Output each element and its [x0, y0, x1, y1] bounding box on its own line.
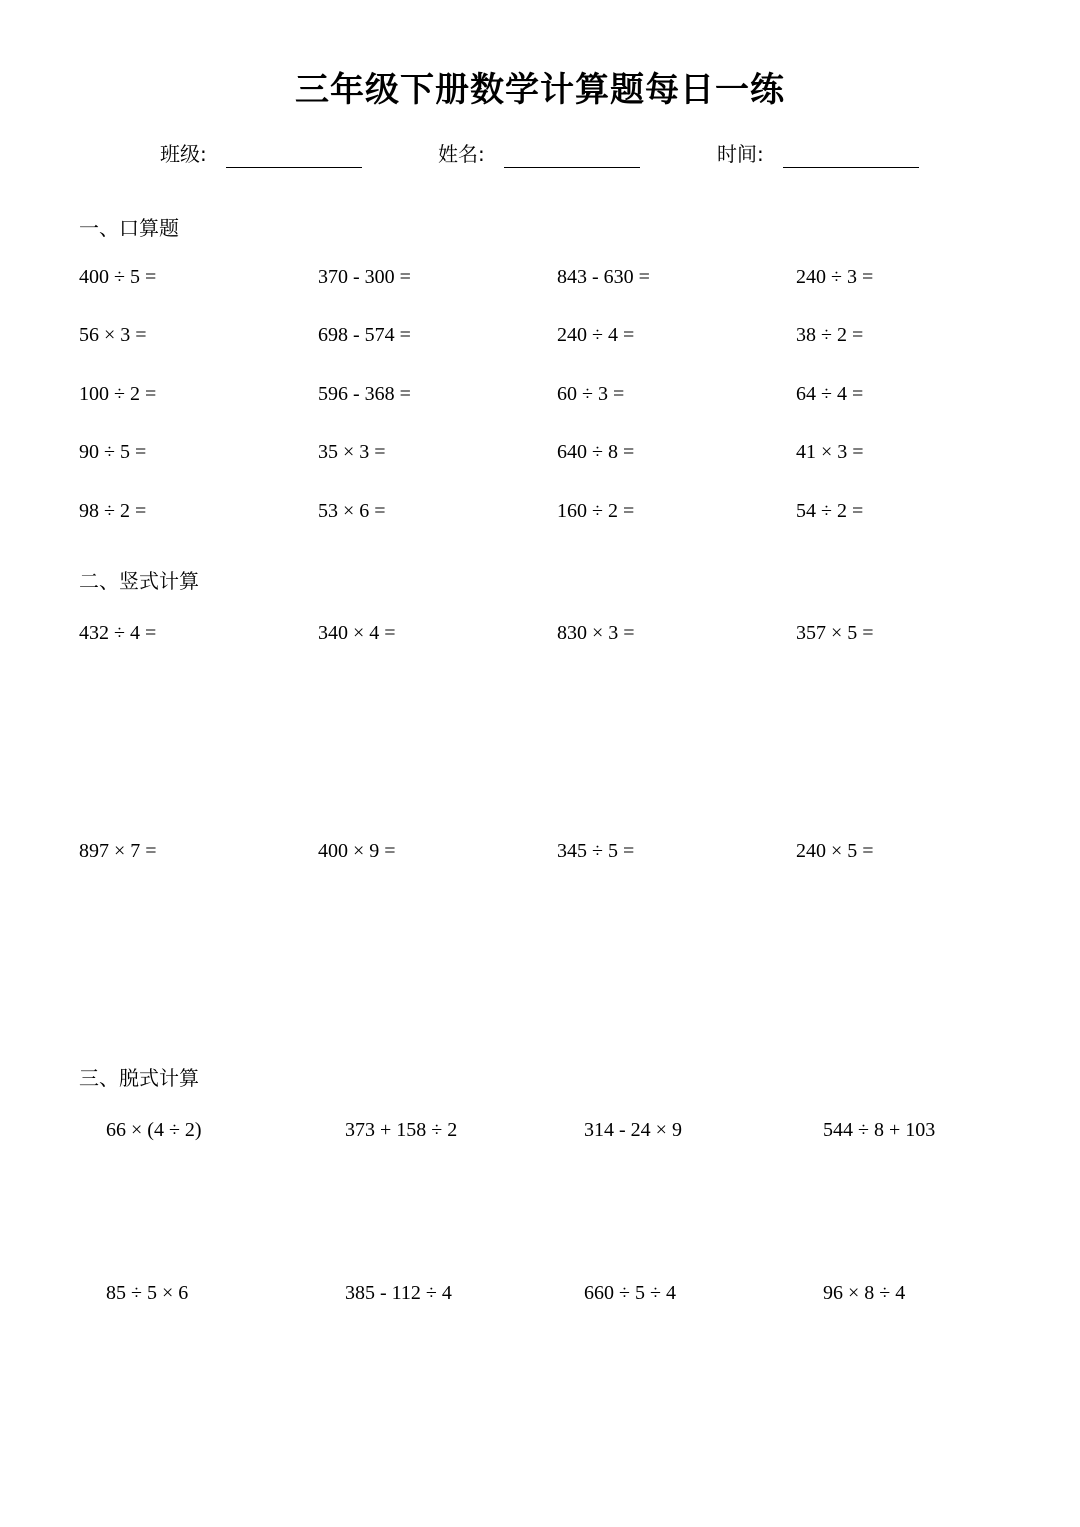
problem-item: 85 ÷ 5 × 6 [106, 1282, 189, 1304]
problem-item: 90 ÷ 5 = [79, 441, 147, 463]
problem-item: 240 × 5 = [796, 840, 874, 862]
time-label: 时间: [717, 142, 764, 166]
problem-item: 60 ÷ 3 = [557, 383, 625, 405]
problem-item: 660 ÷ 5 ÷ 4 [584, 1282, 676, 1304]
problem-item: 160 ÷ 2 = [557, 500, 635, 522]
class-blank-line [226, 167, 362, 168]
time-blank-line [783, 167, 919, 168]
problem-item: 345 ÷ 5 = [557, 840, 635, 862]
name-label: 姓名: [438, 142, 485, 166]
problem-item: 64 ÷ 4 = [796, 383, 864, 405]
problem-item: 400 × 9 = [318, 840, 396, 862]
problem-item: 240 ÷ 4 = [557, 324, 635, 346]
problem-item: 96 × 8 ÷ 4 [823, 1282, 906, 1304]
problem-item: 54 ÷ 2 = [796, 500, 864, 522]
problem-item: 240 ÷ 3 = [796, 266, 874, 288]
problem-item: 100 ÷ 2 = [79, 383, 157, 405]
problem-item: 640 ÷ 8 = [557, 441, 635, 463]
problem-item: 400 ÷ 5 = [79, 266, 157, 288]
problem-item: 66 × (4 ÷ 2) [106, 1119, 202, 1141]
problem-item: 385 - 112 ÷ 4 [345, 1282, 452, 1304]
section-title-oral: 一、口算题 [79, 216, 179, 240]
problem-item: 897 × 7 = [79, 840, 157, 862]
student-info-row [0, 136, 1080, 176]
problem-item: 340 × 4 = [318, 622, 396, 644]
problem-item: 596 - 368 = [318, 383, 411, 405]
problem-item: 370 - 300 = [318, 266, 411, 288]
problem-item: 843 - 630 = [557, 266, 650, 288]
problem-item: 432 ÷ 4 = [79, 622, 157, 644]
problem-item: 373 + 158 ÷ 2 [345, 1119, 458, 1141]
section-title-stepwise: 三、脱式计算 [79, 1066, 199, 1090]
problem-item: 56 × 3 = [79, 324, 147, 346]
problem-item: 544 ÷ 8 + 103 [823, 1119, 936, 1141]
page-title: 三年级下册数学计算题每日一练 [295, 70, 785, 110]
section-title-vertical: 二、竖式计算 [79, 569, 199, 593]
problem-item: 35 × 3 = [318, 441, 386, 463]
problem-item: 53 × 6 = [318, 500, 386, 522]
problem-item: 698 - 574 = [318, 324, 411, 346]
problem-item: 38 ÷ 2 = [796, 324, 864, 346]
problem-item: 830 × 3 = [557, 622, 635, 644]
problem-item: 314 - 24 × 9 [584, 1119, 682, 1141]
problem-item: 98 ÷ 2 = [79, 500, 147, 522]
problem-item: 357 × 5 = [796, 622, 874, 644]
problem-item: 41 × 3 = [796, 441, 864, 463]
class-label: 班级: [160, 142, 207, 166]
name-blank-line [504, 167, 640, 168]
